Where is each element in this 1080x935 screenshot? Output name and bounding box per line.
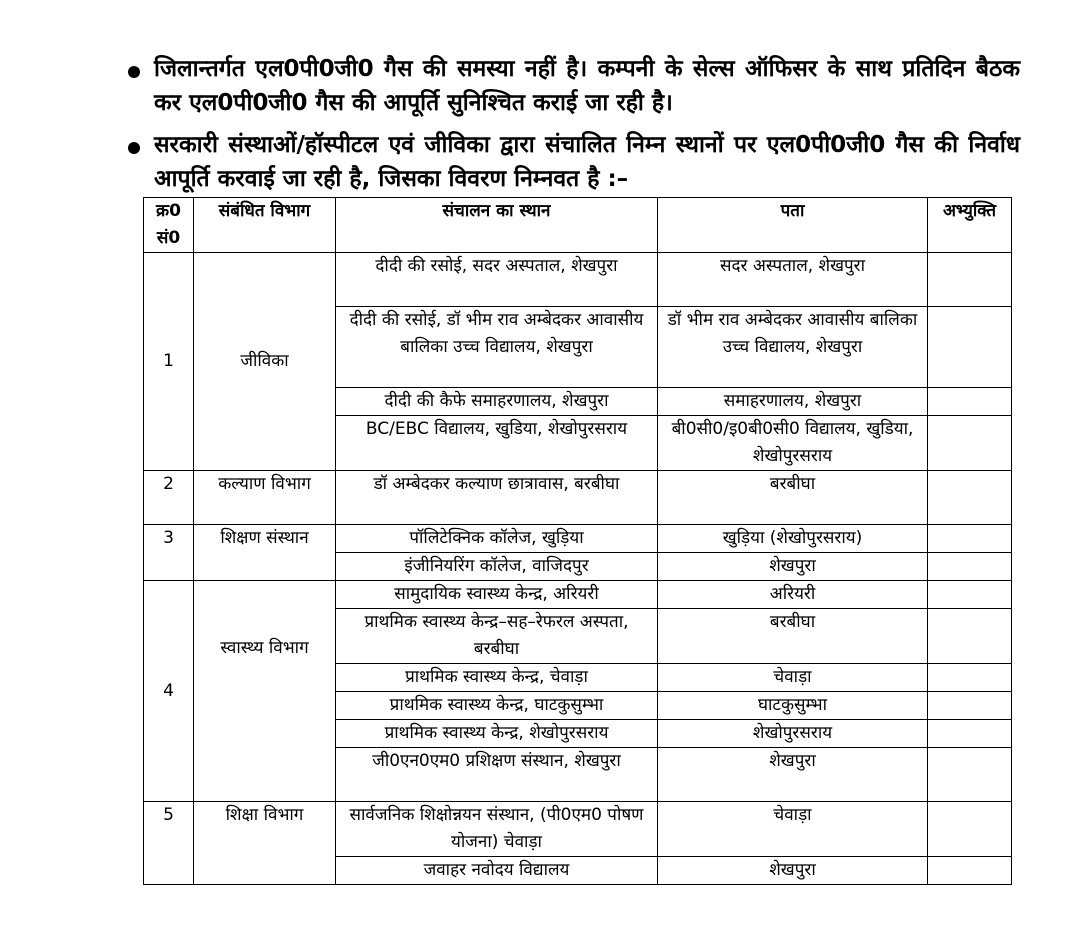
header-serial: क्र0 सं0 <box>144 198 194 253</box>
location-cell: डॉ अम्बेदकर कल्याण छात्रावास, बरबीघा <box>336 471 658 525</box>
location-cell: सार्वजनिक शिक्षोन्नयन संस्थान, (पी0एम0 पोषण योजना) चेवाड़ा <box>336 802 658 857</box>
serial-cell: 1 <box>144 253 194 471</box>
supply-table <box>143 197 1012 885</box>
address-cell: सदर अस्पताल, शेखपुरा <box>658 253 928 307</box>
bullet-icon <box>128 142 140 154</box>
bullet-text-lpg-supply: जिलान्तर्गत एल0पी0जी0 गैस की समस्या नहीं है। कम्पनी के सेल्स ऑफिसर के साथ प्रतिदिन बैठक कर एल0पी0जी0 गैस की आपूर्ति सुनिश्चित कराई जा रही है। <box>154 56 1020 116</box>
table-row <box>144 525 1012 553</box>
department-cell: जीविका <box>194 253 336 471</box>
bullet-item <box>128 128 1020 196</box>
remarks-cell <box>928 720 1012 748</box>
department-label: स्वास्थ्य विभाग <box>220 638 309 658</box>
location-cell: जी0एन0एम0 प्रशिक्षण संस्थान, शेखपुरा <box>336 748 658 802</box>
department-cell: कल्याण विभाग <box>194 471 336 525</box>
address-cell: शेखपुरा <box>658 553 928 581</box>
department-cell: शिक्षा विभाग <box>194 802 336 885</box>
serial-cell: 2 <box>144 471 194 525</box>
remarks-cell <box>928 748 1012 802</box>
remarks-cell <box>928 553 1012 581</box>
location-cell: दीदी की रसोई, सदर अस्पताल, शेखपुरा <box>336 253 658 307</box>
address-cell: चेवाड़ा <box>658 802 928 857</box>
address-cell: शेखोपुरसराय <box>658 720 928 748</box>
department-cell: शिक्षण संस्थान <box>194 525 336 581</box>
remarks-cell <box>928 253 1012 307</box>
location-cell: जवाहर नवोदय विद्यालय <box>336 857 658 885</box>
table-row <box>144 253 1012 307</box>
location-cell: पॉलिटेक्निक कॉलेज, खुड़िया <box>336 525 658 553</box>
address-cell: अरियरी <box>658 581 928 609</box>
bullet-text-institutions: सरकारी संस्थाओं/हॉस्पीटल एवं जीविका द्वारा संचालित निम्न स्थानों पर एल0पी0जी0 गैस की निर्वाध आपूर्ति करवाई जा रही है, जिसका विवरण निम्नवत है :– <box>154 132 1020 192</box>
supply-table-container <box>143 197 1012 885</box>
bullet-item <box>128 52 1020 120</box>
address-cell: शेखपुरा <box>658 857 928 885</box>
remarks-cell <box>928 692 1012 720</box>
header-address: पता <box>658 198 928 253</box>
location-cell: सामुदायिक स्वास्थ्य केन्द्र, अरियरी <box>336 581 658 609</box>
remarks-cell <box>928 416 1012 471</box>
location-cell: दीदी की रसोई, डॉ भीम राव अम्बेदकर आवासीय बालिका उच्च विद्यालय, शेखपुरा <box>336 307 658 388</box>
remarks-cell <box>928 471 1012 525</box>
bullet-icon <box>128 66 140 78</box>
header-location: संचालन का स्थान <box>336 198 658 253</box>
location-cell: प्राथमिक स्वास्थ्य केन्द्र, शेखोपुरसराय <box>336 720 658 748</box>
table-row <box>144 581 1012 609</box>
location-cell: प्राथमिक स्वास्थ्य केन्द्र, घाटकुसुम्भा <box>336 692 658 720</box>
address-cell: चेवाड़ा <box>658 664 928 692</box>
serial-cell: 3 <box>144 525 194 581</box>
address-cell: समाहरणालय, शेखपुरा <box>658 388 928 416</box>
table-row <box>144 471 1012 525</box>
serial-cell: 5 <box>144 802 194 885</box>
address-cell: शेखपुरा <box>658 748 928 802</box>
location-cell: इंजीनियरिंग कॉलेज, वाजिदपुर <box>336 553 658 581</box>
address-cell: बरबीघा <box>658 609 928 664</box>
address-cell: खुड़िया (शेखोपुरसराय) <box>658 525 928 553</box>
remarks-cell <box>928 609 1012 664</box>
location-cell: प्राथमिक स्वास्थ्य केन्द्र–सह–रेफरल अस्पता, बरबीघा <box>336 609 658 664</box>
location-cell: दीदी की कैफे समाहरणालय, शेखपुरा <box>336 388 658 416</box>
table-row <box>144 802 1012 857</box>
address-cell: बरबीघा <box>658 471 928 525</box>
remarks-cell <box>928 581 1012 609</box>
address-cell: बी0सी0/इ0बी0सी0 विद्यालय, खुडिया, शेखोपुरसराय <box>658 416 928 471</box>
remarks-cell <box>928 857 1012 885</box>
department-cell <box>194 581 336 802</box>
table-header-row <box>144 198 1012 253</box>
header-department: संबंधित विभाग <box>194 198 336 253</box>
remarks-cell <box>928 525 1012 553</box>
location-cell: BC/EBC विद्यालय, खुडिया, शेखोपुरसराय <box>336 416 658 471</box>
remarks-cell <box>928 802 1012 857</box>
bullet-list <box>128 52 1020 204</box>
location-cell: प्राथमिक स्वास्थ्य केन्द्र, चेवाड़ा <box>336 664 658 692</box>
remarks-cell <box>928 664 1012 692</box>
address-cell: घाटकुसुम्भा <box>658 692 928 720</box>
remarks-cell <box>928 307 1012 388</box>
header-remarks: अभ्युक्ति <box>928 198 1012 253</box>
serial-cell: 4 <box>144 581 194 802</box>
address-cell: डॉ भीम राव अम्बेदकर आवासीय बालिका उच्च विद्यालय, शेखपुरा <box>658 307 928 388</box>
remarks-cell <box>928 388 1012 416</box>
